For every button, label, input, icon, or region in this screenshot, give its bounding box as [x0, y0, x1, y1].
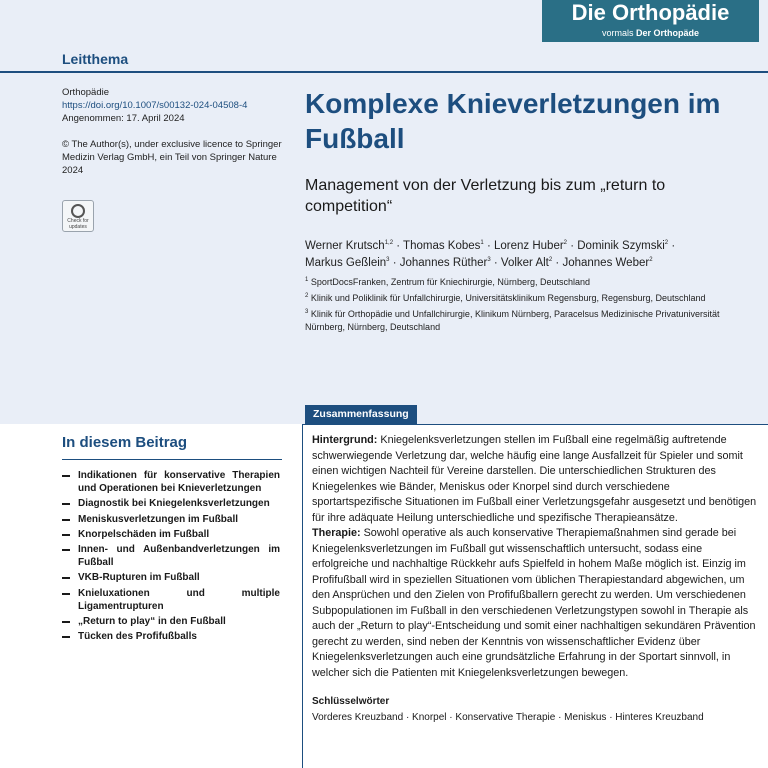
journal-name: Orthopädie: [62, 87, 110, 98]
in-diesem-beitrag-divider: [62, 459, 282, 460]
list-item: Knorpelschäden im Fußball: [62, 528, 280, 541]
accepted-date: Angenommen: 17. April 2024: [62, 113, 185, 124]
author[interactable]: Dominik Szymski$^2$: [577, 240, 669, 252]
author[interactable]: Volker Alt$^2$: [500, 257, 553, 269]
list-item: Diagnostik bei Kniegelenksverletzungen: [62, 497, 280, 510]
author-list: Werner Krutsch$^{1,2}$ · Thomas Kobes$^1$ · Lorenz Huber$^2$ · Dominik Szymski$^2$ · Markus Geßlein$^3$ · Johannes Rüther$^3$ · Volker Alt$^2$ · Johannes Weber$^2$: [305, 240, 676, 269]
abstract-tab: Zusammenfassung: [305, 405, 417, 424]
article-meta: [62, 86, 292, 177]
therapie-text: Sowohl operative als auch konservative Therapiemaßnahmen sind gerade bei Kniegelenksverletzungen im Fußball gut wissenschaftlich untersucht, sodass eine erfolgreiche und nachhaltige Rückkehr aufs Spielfeld in hohem Maße möglich ist. Einzig im Profifußball wird in speziellen Situationen vom üblichen Therapiestandard abgewichen, um den Ansprüchen und den Zielen von Profifußballern gerecht zu werden. Um verschiedenen Subpopulationen im Fußball in den verschiedenen Verletzungstypen sowohl in Therapie als auch der „Return to play“-Entscheidung und somit einer nachhaltigen sekundären Prävention gerecht zu werden, sind neben der Kenntnis von wissenschaftlicher Evidenz über Kniegelenksverletzungen auch eine grundsätzliche Erfahrung in der Sportart sinnvoll, in welcher sich die Patienten mit Kniegelenksverletzungen bewegen.: [312, 527, 756, 679]
article-title: Komplexe Knieverletzungen im Fußball: [305, 88, 721, 154]
hintergrund-label: Hintergrund:: [312, 434, 378, 446]
affiliation: $^2$ Klinik und Poliklinik für Unfallchirurgie, Universitätsklinikum Regensburg, Regensburg, Deutschland: [305, 293, 706, 303]
keywords-heading: Schlüsselwörter: [312, 696, 390, 707]
section-label: Leitthema: [62, 51, 129, 67]
journal-former-name: vormals Der Orthopäde: [601, 28, 700, 38]
header-divider: [0, 71, 768, 73]
list-item: Tücken des Profifußballs: [62, 630, 280, 643]
doi-link[interactable]: https://doi.org/10.1007/s00132-024-04508-4: [62, 100, 248, 111]
keywords: Vorderes Kreuzband · Knorpel · Konservative Therapie · Meniskus · Hinteres Kreuzband: [312, 711, 704, 723]
list-item: „Return to play“ in den Fußball: [62, 615, 280, 628]
list-item: VKB-Rupturen im Fußball: [62, 571, 280, 584]
license-note: © The Author(s), under exclusive licence to Springer Medizin Verlag GmbH, ein Teil von Springer Nature 2024: [62, 139, 282, 176]
in-diesem-beitrag-heading: In diesem Beitrag: [62, 434, 188, 451]
abstract-therapie: [312, 526, 758, 681]
list-item: Knieluxationen und multiple Ligamentrupturen: [62, 587, 280, 613]
author[interactable]: Markus Geßlein$^3$: [305, 257, 390, 269]
list-item: Meniskusverletzungen im Fußball: [62, 513, 280, 526]
abstract-box: [302, 424, 768, 768]
author[interactable]: Johannes Weber$^2$: [562, 257, 653, 269]
author[interactable]: Johannes Rüther$^3$: [399, 257, 491, 269]
check-for-updates-icon: [71, 204, 85, 218]
affiliation: $^1$ SportDocsFranken, Zentrum für Kniechirurgie, Nürnberg, Deutschland: [305, 277, 590, 287]
author[interactable]: Werner Krutsch$^{1,2}$: [305, 240, 394, 252]
affiliation: $^3$ Klinik für Orthopädie und Unfallchirurgie, Klinikum Nürnberg, Paracelsus Medizinische Privatuniversität Nürnberg, Nürnberg, Deutschland: [305, 309, 720, 332]
journal-brand-title: Die Orthopädie: [571, 0, 730, 25]
check-for-updates-badge[interactable]: [62, 200, 94, 232]
article-subtitle: Management von der Verletzung bis zum „return to competition“: [305, 177, 666, 215]
author[interactable]: Lorenz Huber$^2$: [493, 240, 568, 252]
hintergrund-text: Kniegelenksverletzungen stellen im Fußball eine regelmäßig auftretende schwerwiegende Verletzung dar, welche häufig eine lange Ausfallzeit für Spieler und somit einen wichtigen Nachteil für Vereine darstellen. Die unterschiedlichen Strukturen des Kniegelenkes wie Bänder, Meniskus oder Knorpel sind durch verschiedene sportartspezifische Situationen im Fußball einer Verletzungsgefahr ausgesetzt und benötigen für ihre adäquate Heilung unterschiedliche und spezifische Therapieansätze.: [312, 434, 757, 524]
list-item: Indikationen für konservative Therapien und Operationen bei Knieverletzungen: [62, 469, 280, 495]
therapie-label: Therapie:: [312, 527, 361, 539]
author[interactable]: Thomas Kobes$^1$: [403, 240, 484, 252]
in-diesem-beitrag-list: [62, 469, 280, 645]
list-item: Innen- und Außenbandverletzungen im Fußball: [62, 543, 280, 569]
check-for-updates-label: Check for updates: [67, 218, 89, 230]
journal-brand: [542, 0, 759, 42]
abstract-hintergrund: [312, 433, 758, 526]
